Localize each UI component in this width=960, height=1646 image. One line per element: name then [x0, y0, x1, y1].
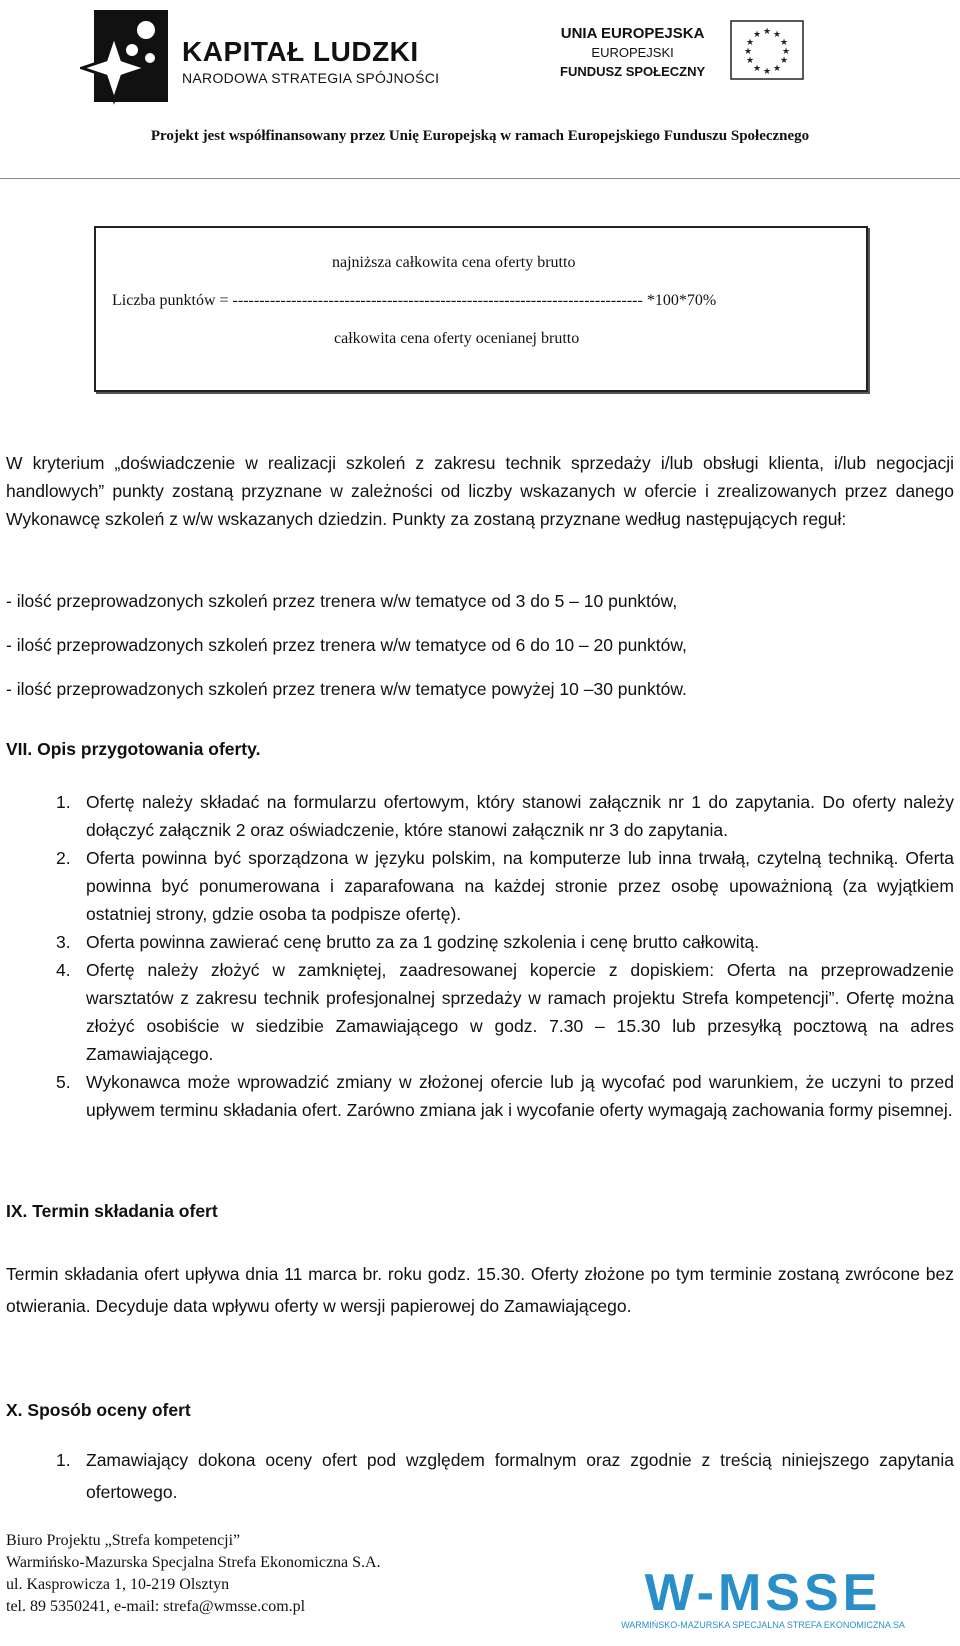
- svg-text:★: ★: [762, 67, 772, 77]
- svg-text:★: ★: [745, 56, 755, 66]
- section-ix-paragraph: Termin składania ofert upływa dnia 11 marca br. roku godz. 15.30. Oferty złożone po tym terminie zostaną zwrócone bez otwierania. Decyduje data wpływu oferty w wersji papierowej do Zamawiającego.: [6, 1264, 954, 1316]
- kapital-ludzki-subtitle: NARODOWA STRATEGIA SPÓJNOŚCI: [182, 70, 440, 86]
- svg-text:W-MSSE: W-MSSE: [644, 1564, 882, 1622]
- eu-label-line3: FUNDUSZ SPOŁECZNY: [560, 64, 706, 79]
- kapital-ludzki-logo-icon: [80, 8, 180, 108]
- list-item-number: 2.: [56, 848, 71, 868]
- formula-main: Liczba punktów = ----------------------------------------------------------------------------- *100*70%: [112, 292, 717, 309]
- rule-line: - ilość przeprowadzonych szkoleń przez trenera w/w tematyce od 6 do 10 – 20 punktów,: [6, 635, 687, 655]
- header-divider: [0, 178, 960, 179]
- list-item-number: 4.: [56, 960, 71, 980]
- eu-label-line2: EUROPEJSKI: [591, 45, 674, 60]
- eu-fund-label: [560, 24, 705, 81]
- eu-label-line1: UNIA EUROPEJSKA: [560, 25, 705, 42]
- formula-denominator: całkowita cena oferty ocenianej brutto: [334, 330, 580, 347]
- footer-office: Biuro Projektu „Strefa kompetencji”: [6, 1532, 241, 1549]
- kapital-ludzki-title: KAPITAŁ LUDZKI: [182, 36, 419, 67]
- footer-organization: Warmińsko-Mazurska Specjalna Strefa Ekonomiczna S.A.: [6, 1554, 381, 1571]
- svg-text:★: ★: [779, 56, 789, 66]
- formula-numerator: najniższa całkowita cena oferty brutto: [332, 254, 576, 271]
- list-item-text: Ofertę należy złożyć w zamkniętej, zaadresowanej kopercie z dopiskiem: Oferta na przeprowadzenie warsztatów z zakresu technik profesjonalnej sprzedaży w ramach projektu Strefa kompetencji”. Ofertę można złożyć osobiście w siedzibie Zamawiającego w godz. 7.30 – 15.30 lub przesyłką pocztową na adres Zamawiającego.: [86, 960, 954, 1064]
- rule-line: - ilość przeprowadzonych szkoleń przez trenera w/w tematyce od 3 do 5 – 10 punktów,: [6, 591, 678, 611]
- section-x-heading: X. Sposób oceny ofert: [6, 1400, 191, 1420]
- list-item-text: Ofertę należy składać na formularzu ofertowym, który stanowi załącznik nr 1 do zapytania. Do oferty należy dołączyć załącznik 2 oraz oświadczenie, które stanowi załącznik nr 3 do zapytania.: [86, 792, 954, 840]
- footer-contact: [6, 1530, 381, 1618]
- cofinancing-note: Projekt jest współfinansowany przez Unię Europejską w ramach Europejskiego Funduszu Społecznego: [150, 128, 810, 144]
- list-item-number: 5.: [56, 1072, 71, 1092]
- list-item-number: 1.: [56, 1450, 71, 1470]
- svg-text:WARMIŃSKO-MAZURSKA SPECJALNA S: WARMIŃSKO-MAZURSKA SPECJALNA STREFA EKONOMICZNA SA: [621, 1620, 905, 1630]
- list-item-text: Oferta powinna być sporządzona w języku polskim, na komputerze lub inna trwałą, czytelną techniką. Oferta powinna być ponumerowana i zaparafowana na każdej stronie przez osobę upoważnioną (za wyjątkiem ostatniej strony, gdzie osoba ta podpisze ofertę).: [86, 848, 954, 924]
- list-item: [50, 928, 954, 956]
- list-item: [50, 788, 954, 844]
- list-item: [50, 1444, 954, 1508]
- list-item: [50, 956, 954, 1068]
- svg-text:★: ★: [772, 64, 782, 74]
- wmsse-logo-icon: [612, 1564, 914, 1636]
- list-item: [50, 1068, 954, 1124]
- list-item-text: Oferta powinna zawierać cenę brutto za za 1 godzinę szkolenia i cenę brutto całkowitą.: [86, 932, 760, 952]
- list-item: [50, 844, 954, 928]
- svg-text:★: ★: [772, 30, 782, 40]
- svg-text:★: ★: [752, 64, 762, 74]
- svg-text:★: ★: [762, 27, 772, 37]
- section-vii-heading: VII. Opis przygotowania oferty.: [6, 739, 261, 759]
- section-x-list: [50, 1444, 954, 1508]
- list-item-text: Zamawiający dokona oceny ofert pod względem formalnym oraz zgodnie z treścią niniejszego zapytania ofertowego.: [86, 1450, 954, 1502]
- rule-line: - ilość przeprowadzonych szkoleń przez trenera w/w tematyce powyżej 10 –30 punktów.: [6, 679, 687, 699]
- svg-text:★: ★: [779, 38, 789, 48]
- experience-criterion-paragraph: W kryterium „doświadczenie w realizacji szkoleń z zakresu technik sprzedaży i/lub obsługi klienta, i/lub negocjacji handlowych” punkty zostaną przyznane w zależności od liczby wskazanych w ofercie i zrealizowanych przez danego Wykonawcę szkoleń z w/w wskazanych dziedzin. Punkty za zostaną przyznane według następujących reguł:: [6, 453, 954, 529]
- list-item-text: Wykonawca może wprowadzić zmiany w złożonej ofercie lub ją wycofać pod warunkiem, że uczyni to przed upływem terminu składania ofert. Zarówno zmiana jak i wycofanie oferty wymagają zachowania formy pisemnej.: [86, 1072, 954, 1120]
- page-header: [0, 0, 960, 180]
- list-item-number: 1.: [56, 792, 71, 812]
- section-ix-heading: IX. Termin składania ofert: [6, 1201, 218, 1221]
- section-vii-list: [50, 788, 954, 1124]
- svg-text:★: ★: [752, 30, 762, 40]
- footer-phone-email: tel. 89 5350241, e-mail: strefa@wmsse.com.pl: [6, 1598, 306, 1615]
- svg-text:★: ★: [743, 47, 753, 57]
- footer-address: ul. Kasprowicza 1, 10-219 Olsztyn: [6, 1576, 230, 1593]
- eu-flag-icon: [730, 20, 804, 80]
- svg-text:★: ★: [781, 47, 791, 57]
- scoring-formula-box: [94, 226, 868, 392]
- svg-text:★: ★: [745, 38, 755, 48]
- list-item-number: 3.: [56, 932, 71, 952]
